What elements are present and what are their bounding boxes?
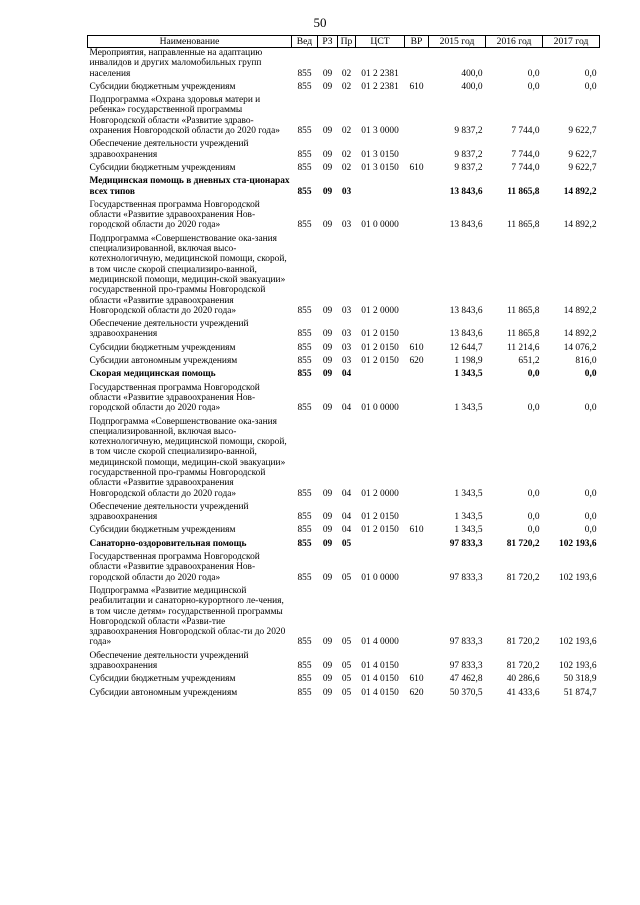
cell-2017: 0,0	[584, 512, 597, 523]
cell-rz: 09	[322, 403, 333, 414]
cell-pr: 04	[341, 488, 352, 499]
cell-2016: 0,0	[527, 512, 540, 523]
cell-name: Субсидии автономным учреждениям	[89, 687, 238, 698]
cell-vr	[405, 48, 429, 82]
cell-name: Медицинская помощь в дневных ста-ционарах всех типов	[89, 176, 290, 197]
cell-2017: 9 622,7	[568, 162, 597, 173]
table-row	[88, 674, 600, 687]
cell-rz: 09	[322, 68, 333, 79]
table-row	[88, 82, 600, 95]
cell-2015: 9 837,2	[454, 126, 483, 137]
table-row	[88, 552, 600, 586]
header-name: Наименование	[88, 36, 292, 48]
cell-2015: 1 343,5	[454, 403, 483, 414]
cell-2016: 651,2	[518, 356, 540, 367]
cell-cst: 01 0 0000	[361, 220, 399, 231]
table-row	[88, 651, 600, 675]
cell-2016: 11 865,8	[507, 305, 540, 316]
cell-2016: 0,0	[527, 68, 540, 79]
table-row	[88, 163, 600, 176]
cell-pr: 05	[341, 687, 352, 698]
cell-ved: 855	[297, 369, 312, 380]
cell-cst: 01 2 0000	[361, 305, 399, 316]
cell-pr: 05	[341, 674, 352, 685]
cell-pr: 05	[341, 661, 352, 672]
cell-2016: 81 720,2	[506, 538, 540, 549]
page-number: 50	[313, 15, 327, 30]
table-body	[88, 48, 600, 701]
header-cst: ЦСТ	[356, 36, 405, 48]
cell-ved: 855	[297, 674, 312, 685]
cell-name: Мероприятия, направленные на адаптацию инвалидов и других маломобильных групп населения	[89, 48, 263, 79]
cell-ved: 855	[297, 525, 312, 536]
cell-rz: 09	[322, 162, 333, 173]
table-row	[88, 48, 600, 82]
cell-rz: 09	[322, 149, 333, 160]
table-row	[88, 502, 600, 526]
cell-vr: 610	[409, 674, 424, 685]
cell-2015: 400,0	[461, 81, 483, 92]
table-row	[88, 234, 600, 319]
cell-cst: 01 2 2381	[361, 81, 399, 92]
cell-vr	[405, 200, 429, 234]
cell-rz: 09	[322, 488, 333, 499]
cell-name: Субсидии бюджетным учреждениям	[89, 81, 236, 92]
cell-pr: 03	[341, 329, 352, 340]
cell-rz: 09	[322, 305, 333, 316]
cell-cst: 01 2 0150	[361, 329, 399, 340]
cell-name: Субсидии бюджетным учреждениям	[89, 162, 236, 173]
cell-cst: 01 4 0150	[361, 687, 399, 698]
cell-2017: 14 892,2	[563, 220, 597, 231]
cell-2016: 0,0	[527, 525, 540, 536]
cell-2016: 7 744,0	[511, 149, 540, 160]
cell-cst: 01 2 0150	[361, 342, 399, 353]
cell-2015: 97 833,3	[449, 538, 483, 549]
header-pr: Пр	[338, 36, 356, 48]
cell-vr: 620	[409, 356, 424, 367]
table-row	[88, 95, 600, 139]
cell-vr	[405, 552, 429, 586]
cell-vr	[405, 139, 429, 163]
cell-2015: 97 833,3	[449, 661, 483, 672]
cell-2017: 0,0	[584, 369, 597, 380]
cell-2016: 40 286,6	[506, 674, 540, 685]
cell-2015: 97 833,3	[449, 572, 483, 583]
cell-vr	[405, 539, 429, 552]
cell-cst	[356, 369, 405, 382]
header-2017: 2017 год	[543, 36, 600, 48]
cell-name: Подпрограмма «Совершенствование ока-зания специализированной, включая высо-котехнологичную, медицинской помощи, скорой, в том числе скорой специализиро-ванной, медицинской помощи, медицин-ской эвакуации» государственной про-граммы Новгородской области «Развитие здравоохранения Новгородской области до 2020 года»	[89, 416, 287, 499]
cell-2016: 0,0	[527, 81, 540, 92]
cell-name: Государственная программа Новгородской области «Развитие здравоохранения Нов-городской области до 2020 года»	[89, 552, 260, 583]
cell-vr: 620	[409, 687, 424, 698]
cell-rz: 09	[322, 661, 333, 672]
table-row	[88, 139, 600, 163]
cell-2015: 12 644,7	[449, 342, 483, 353]
cell-2017: 50 318,9	[563, 674, 597, 685]
cell-2017: 0,0	[584, 525, 597, 536]
cell-ved: 855	[297, 661, 312, 672]
cell-rz: 09	[322, 126, 333, 137]
cell-2017: 14 892,2	[563, 329, 597, 340]
cell-rz: 09	[322, 637, 333, 648]
cell-rz: 09	[322, 674, 333, 685]
cell-name: Подпрограмма «Развитие медицинской реабилитации и санаторно-курортного ле-чения, в том числе детям» государственной программы Новгородской области «Разви-тие здравоохранения Новгородской облас-ти до 2020 года»	[89, 585, 286, 648]
cell-pr: 03	[341, 342, 352, 353]
cell-2016: 11 214,6	[507, 342, 540, 353]
cell-ved: 855	[297, 538, 312, 549]
cell-2017: 0,0	[584, 68, 597, 79]
cell-cst: 01 2 0000	[361, 488, 399, 499]
cell-2017: 9 622,7	[568, 149, 597, 160]
cell-pr: 05	[341, 637, 352, 648]
cell-2016: 81 720,2	[506, 661, 540, 672]
cell-2015: 1 198,9	[454, 356, 483, 367]
cell-vr: 610	[409, 525, 424, 536]
cell-name: Государственная программа Новгородской области «Развитие здравоохранения Нов-городской области до 2020 года»	[89, 382, 260, 414]
cell-2017: 0,0	[584, 403, 597, 414]
table-row	[88, 688, 600, 701]
cell-name: Субсидии бюджетным учреждениям	[89, 674, 236, 685]
cell-2016: 81 720,2	[506, 572, 540, 583]
cell-pr: 05	[341, 572, 352, 583]
cell-rz: 09	[322, 186, 333, 197]
cell-2015: 9 837,2	[454, 149, 483, 160]
table-section-row	[88, 176, 600, 200]
header-vr: ВР	[405, 36, 429, 48]
cell-2016: 41 433,6	[506, 687, 540, 698]
cell-rz: 09	[322, 572, 333, 583]
cell-rz: 09	[322, 342, 333, 353]
cell-name: Подпрограмма «Охрана здоровья матери и ребенка» государственной программы Новгородской области «Развитие здраво-охранения Новгородской области до 2020 года»	[89, 95, 280, 137]
cell-rz: 09	[322, 220, 333, 231]
cell-ved: 855	[297, 68, 312, 79]
cell-pr: 04	[341, 512, 352, 523]
cell-2017: 816,0	[575, 356, 597, 367]
cell-name: Субсидии бюджетным учреждениям	[89, 342, 236, 353]
cell-cst	[356, 176, 405, 200]
cell-rz: 09	[322, 525, 333, 536]
table-row	[88, 586, 600, 651]
cell-cst: 01 4 0150	[361, 674, 399, 685]
table-row	[88, 356, 600, 369]
cell-ved: 855	[297, 126, 312, 137]
cell-2015: 13 843,6	[449, 329, 483, 340]
table-row	[88, 200, 600, 234]
cell-name: Обеспечение деятельности учреждений здравоохранения	[89, 139, 249, 160]
cell-2017: 0,0	[584, 81, 597, 92]
cell-cst: 01 3 0000	[361, 126, 399, 137]
table-row	[88, 383, 600, 417]
cell-cst: 01 2 0150	[361, 356, 399, 367]
cell-2015: 50 370,5	[449, 687, 483, 698]
cell-cst: 01 4 0150	[361, 661, 399, 672]
cell-cst: 01 0 0000	[361, 572, 399, 583]
cell-vr	[405, 95, 429, 139]
cell-vr	[405, 586, 429, 651]
cell-rz: 09	[322, 512, 333, 523]
cell-vr	[405, 319, 429, 343]
cell-cst: 01 0 0000	[361, 403, 399, 414]
cell-pr: 03	[341, 305, 352, 316]
cell-pr: 02	[341, 149, 352, 160]
cell-ved: 855	[297, 403, 312, 414]
cell-rz: 09	[322, 538, 333, 549]
cell-cst: 01 3 0150	[361, 162, 399, 173]
cell-2015: 1 343,5	[454, 512, 483, 523]
header-2015: 2015 год	[429, 36, 486, 48]
cell-pr: 02	[341, 162, 352, 173]
cell-ved: 855	[297, 488, 312, 499]
cell-ved: 855	[297, 220, 312, 231]
header-2016: 2016 год	[486, 36, 543, 48]
cell-2016: 0,0	[527, 369, 540, 380]
cell-2017: 102 193,6	[559, 661, 597, 672]
cell-name: Обеспечение деятельности учреждений здравоохранения	[89, 501, 249, 523]
cell-2015: 13 843,6	[449, 186, 483, 197]
header-ved: Вед	[292, 36, 318, 48]
cell-2015: 400,0	[461, 68, 483, 79]
cell-ved: 855	[297, 81, 312, 92]
cell-vr: 610	[409, 162, 424, 173]
cell-vr	[405, 234, 429, 319]
cell-ved: 855	[297, 572, 312, 583]
cell-name: Подпрограмма «Совершенствование ока-зания специализированной, включая высо-котехнологичную, медицинской помощи, скорой, в том числе скорой специализиро-ванной, медицинской помощи, медицин-ской эвакуации» государственной про-граммы Новгородской области «Развитие здравоохранения Новгородской области до 2020 года»	[89, 233, 287, 316]
cell-vr	[405, 417, 429, 502]
cell-2016: 0,0	[527, 488, 540, 499]
cell-vr: 610	[409, 342, 424, 353]
cell-cst: 01 3 0150	[361, 149, 399, 160]
table-row	[88, 343, 600, 356]
cell-pr: 03	[341, 186, 352, 197]
cell-pr: 04	[341, 525, 352, 536]
cell-2015: 1 343,5	[454, 525, 483, 536]
cell-cst: 01 2 2381	[361, 68, 399, 79]
cell-vr	[405, 651, 429, 675]
cell-2017: 51 874,7	[563, 687, 597, 698]
cell-2017: 102 193,6	[559, 538, 597, 549]
table-row	[88, 319, 600, 343]
cell-2017: 14 892,2	[563, 305, 597, 316]
cell-name: Субсидии автономным учреждениям	[89, 356, 238, 367]
table-row	[88, 525, 600, 538]
table-header-row	[88, 36, 600, 48]
cell-pr: 05	[341, 538, 352, 549]
cell-ved: 855	[297, 687, 312, 698]
cell-ved: 855	[297, 356, 312, 367]
cell-cst: 01 2 0150	[361, 525, 399, 536]
cell-pr: 02	[341, 81, 352, 92]
cell-vr: 610	[409, 81, 424, 92]
cell-2015: 9 837,2	[454, 162, 483, 173]
cell-2015: 47 462,8	[449, 674, 483, 685]
cell-name: Обеспечение деятельности учреждений здравоохранения	[89, 319, 249, 340]
cell-name: Субсидии бюджетным учреждениям	[89, 525, 236, 536]
cell-ved: 855	[297, 637, 312, 648]
cell-2015: 97 833,3	[449, 637, 483, 648]
cell-2016: 7 744,0	[511, 126, 540, 137]
cell-cst: 01 2 0150	[361, 512, 399, 523]
cell-2016: 7 744,0	[511, 162, 540, 173]
cell-2017: 9 622,7	[568, 126, 597, 137]
cell-2017: 14 892,2	[563, 186, 597, 197]
cell-rz: 09	[322, 81, 333, 92]
budget-table	[87, 35, 600, 701]
cell-cst: 01 4 0000	[361, 637, 399, 648]
cell-rz: 09	[322, 356, 333, 367]
cell-pr: 02	[341, 68, 352, 79]
cell-ved: 855	[297, 162, 312, 173]
cell-2016: 11 865,8	[507, 220, 540, 231]
cell-name: Санаторно-оздоровительная помощь	[89, 538, 247, 549]
cell-2016: 81 720,2	[506, 637, 540, 648]
cell-2015: 1 343,5	[454, 488, 483, 499]
cell-2017: 0,0	[584, 488, 597, 499]
table-section-row	[88, 539, 600, 552]
cell-2017: 102 193,6	[559, 572, 597, 583]
cell-cst	[356, 539, 405, 552]
cell-2016: 11 865,8	[507, 186, 540, 197]
cell-2015: 1 343,5	[454, 369, 483, 380]
cell-pr: 02	[341, 126, 352, 137]
cell-2015: 13 843,6	[449, 305, 483, 316]
cell-pr: 04	[341, 403, 352, 414]
cell-name: Государственная программа Новгородской области «Развитие здравоохранения Нов-городской области до 2020 года»	[89, 199, 260, 231]
cell-name: Скорая медицинская помощь	[89, 369, 216, 380]
table-row	[88, 417, 600, 502]
cell-2017: 14 076,2	[563, 342, 597, 353]
cell-ved: 855	[297, 512, 312, 523]
cell-rz: 09	[322, 687, 333, 698]
cell-2017: 102 193,6	[559, 637, 597, 648]
cell-ved: 855	[297, 149, 312, 160]
header-rz: РЗ	[318, 36, 338, 48]
cell-rz: 09	[322, 329, 333, 340]
cell-pr: 03	[341, 220, 352, 231]
cell-name: Обеспечение деятельности учреждений здравоохранения	[89, 650, 249, 672]
cell-pr: 04	[341, 369, 352, 380]
cell-ved: 855	[297, 329, 312, 340]
cell-2016: 11 865,8	[507, 329, 540, 340]
cell-vr	[405, 369, 429, 382]
table-section-row	[88, 369, 600, 382]
cell-pr: 03	[341, 356, 352, 367]
cell-ved: 855	[297, 342, 312, 353]
cell-rz: 09	[322, 369, 333, 380]
cell-2015: 13 843,6	[449, 220, 483, 231]
cell-vr	[405, 502, 429, 526]
cell-vr	[405, 383, 429, 417]
cell-ved: 855	[297, 305, 312, 316]
cell-ved: 855	[297, 186, 312, 197]
cell-2016: 0,0	[527, 403, 540, 414]
cell-vr	[405, 176, 429, 200]
